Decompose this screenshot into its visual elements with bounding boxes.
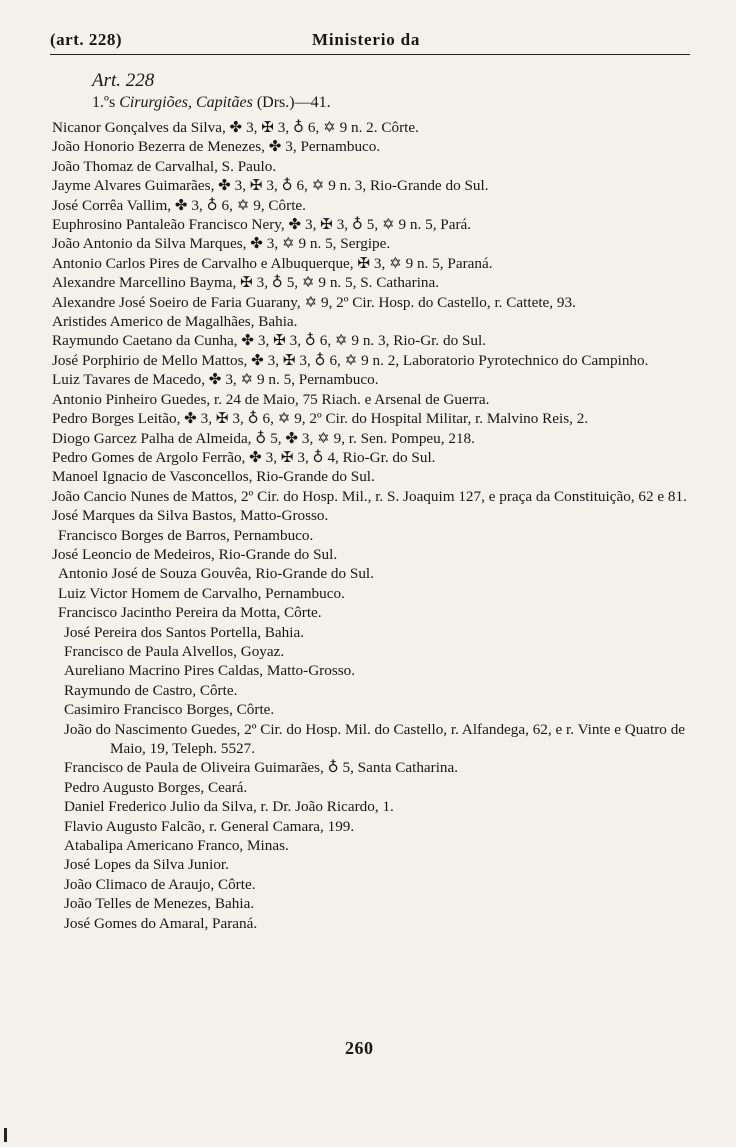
list-item: Francisco Jacintho Pereira da Motta, Côrte. <box>58 604 322 622</box>
list-item: João do Nascimento Guedes, 2º Cir. do Hosp. Mil. do Castello, r. Alfandega, 62, e r. Vinte e Quatro de Maio, 19, Teleph. 5527. <box>64 720 686 757</box>
list-item: João Thomaz de Carvalhal, S. Paulo. <box>52 157 277 175</box>
list-item: Atabalipa Americano Franco, Minas. <box>64 837 289 855</box>
page-header <box>50 30 690 55</box>
list-item: Diogo Garcez Palha de Almeida, ♁ 5, ✤ 3, ✡ 9, r. Sen. Pompeu, 218. <box>52 429 475 447</box>
list-item: Casimiro Francisco Borges, Côrte. <box>64 701 275 719</box>
list-item: Aristides Americo de Magalhães, Bahia. <box>52 313 298 331</box>
article-heading: Art. 228 <box>92 70 155 91</box>
list-item: Pedro Augusto Borges, Ceará. <box>64 778 248 796</box>
list-item: Nicanor Gonçalves da Silva, ✤ 3, ✠ 3, ♁ 6, ✡ 9 n. 2. Côrte. <box>52 119 419 136</box>
list-item: Pedro Borges Leitão, ✤ 3, ✠ 3, ♁ 6, ✡ 9, 2º Cir. do Hospital Militar, r. Malvino Reis, 2. <box>52 410 589 428</box>
list-item: João Telles de Menezes, Bahia. <box>64 895 255 913</box>
margin-mark <box>4 1128 7 1142</box>
list-item: João Cancio Nunes de Mattos, 2º Cir. do Hosp. Mil., r. S. Joaquim 127, e praça da Constituição, 62 e 81. <box>52 487 687 505</box>
category-count: (Drs.)—41. <box>256 94 331 111</box>
running-title: Ministerio da <box>312 30 421 49</box>
list-item: José Marques da Silva Bastos, Matto-Grosso. <box>52 507 329 525</box>
list-item: Pedro Gomes de Argolo Ferrão, ✤ 3, ✠ 3, ♁ 4, Rio-Gr. do Sul. <box>52 448 436 466</box>
list-item: Francisco de Paula Alvellos, Goyaz. <box>64 642 285 660</box>
list-item: João Climaco de Araujo, Côrte. <box>64 875 256 893</box>
list-item: Daniel Frederico Julio da Silva, r. Dr. João Ricardo, 1. <box>64 798 394 816</box>
list-item: Antonio Pinheiro Guedes, r. 24 de Maio, 75 Riach. e Arsenal de Guerra. <box>52 390 490 408</box>
list-item: José Lopes da Silva Junior. <box>64 856 229 874</box>
list-item: Raymundo Caetano da Cunha, ✤ 3, ✠ 3, ♁ 6, ✡ 9 n. 3, Rio-Gr. do Sul. <box>52 332 487 350</box>
list-item: José Gomes do Amaral, Paraná. <box>64 914 258 932</box>
list-item: Francisco Borges de Barros, Pernambuco. <box>58 526 314 544</box>
list-item: Euphrosino Pantaleão Francisco Nery, ✤ 3, ✠ 3, ♁ 5, ✡ 9 n. 5, Pará. <box>52 216 472 234</box>
officer-list <box>52 118 698 933</box>
category-rank: 1.ºs <box>92 94 116 111</box>
list-item: Aureliano Macrino Pires Caldas, Matto-Grosso. <box>64 662 356 680</box>
list-item: Luiz Tavares de Macedo, ✤ 3, ✡ 9 n. 5, Pernambuco. <box>52 371 379 389</box>
article-reference: (art. 228) <box>50 30 123 49</box>
list-item: Luiz Victor Homem de Carvalho, Pernambuco. <box>58 584 345 602</box>
list-item: Antonio Carlos Pires de Carvalho e Albuquerque, ✠ 3, ✡ 9 n. 5, Paraná. <box>52 254 493 272</box>
list-item: Alexandre Marcellino Bayma, ✠ 3, ♁ 5, ✡ 9 n. 5, S. Catharina. <box>52 274 440 292</box>
list-item: José Porphirio de Mello Mattos, ✤ 3, ✠ 3, ♁ 6, ✡ 9 n. 2, Laboratorio Pyrotechnico do Campinho. <box>52 351 649 369</box>
list-item: Manoel Ignacio de Vasconcellos, Rio-Grande do Sul. <box>52 468 375 486</box>
page-number: 260 <box>345 1038 374 1058</box>
category-heading <box>92 94 331 112</box>
list-item: José Corrêa Vallim, ✤ 3, ♁ 6, ✡ 9, Côrte. <box>52 196 306 214</box>
list-item: Alexandre José Soeiro de Faria Guarany, ✡ 9, 2º Cir. Hosp. do Castello, r. Cattete, 93. <box>52 293 576 311</box>
category-title: Cirurgiões, Capitães <box>119 94 253 111</box>
list-item: José Pereira dos Santos Portella, Bahia. <box>64 623 305 641</box>
list-item: Antonio José de Souza Gouvêa, Rio-Grande do Sul. <box>58 565 374 583</box>
list-item: Jayme Alvares Guimarães, ✤ 3, ✠ 3, ♁ 6, ✡ 9 n. 3, Rio-Grande do Sul. <box>52 177 489 195</box>
list-item: Francisco de Paula de Oliveira Guimarães, ♁ 5, Santa Catharina. <box>64 759 459 777</box>
list-item: Flavio Augusto Falcão, r. General Camara, 199. <box>64 817 355 835</box>
list-item: José Leoncio de Medeiros, Rio-Grande do Sul. <box>52 545 338 563</box>
list-item: João Honorio Bezerra de Menezes, ✤ 3, Pernambuco. <box>52 138 381 156</box>
list-item: João Antonio da Silva Marques, ✤ 3, ✡ 9 n. 5, Sergipe. <box>52 235 391 253</box>
list-item: Raymundo de Castro, Côrte. <box>64 681 238 699</box>
